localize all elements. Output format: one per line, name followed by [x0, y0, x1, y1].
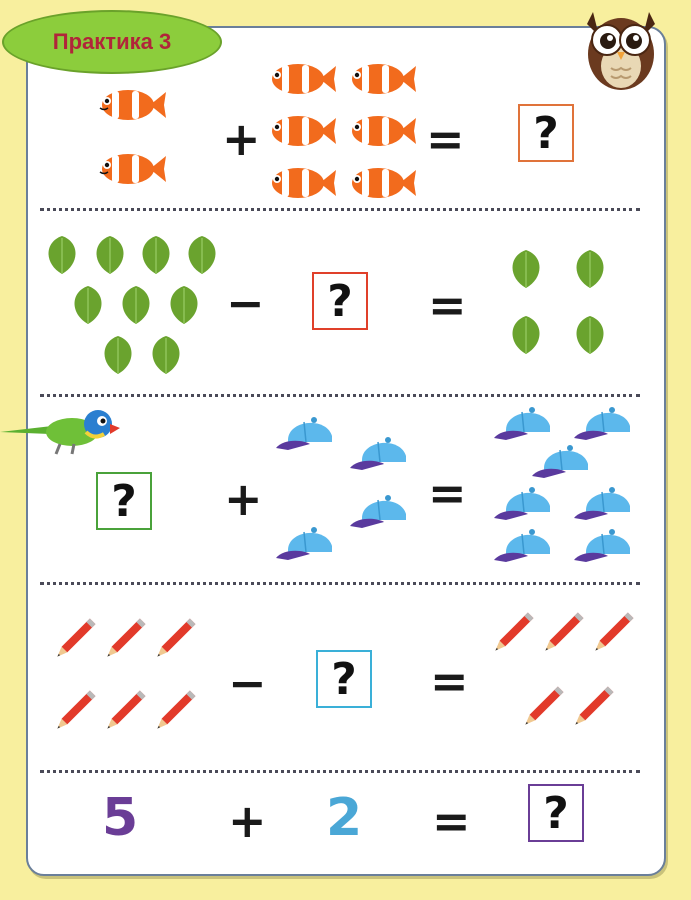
- clownfish-icon: [346, 164, 416, 202]
- clownfish-icon: [266, 164, 336, 202]
- cap-icon: [530, 442, 594, 482]
- answer-box[interactable]: ?: [528, 784, 584, 842]
- answer-box[interactable]: ?: [312, 272, 368, 330]
- minus-sign: −: [228, 656, 267, 710]
- leaf-icon: [164, 284, 204, 326]
- separator: [40, 770, 640, 773]
- cap-icon: [572, 526, 636, 566]
- cap-icon: [274, 414, 338, 454]
- equals-sign: =: [426, 112, 465, 166]
- cap-icon: [572, 484, 636, 524]
- clownfish-icon: [266, 60, 336, 98]
- practice-title: Практика 3: [2, 10, 222, 74]
- answer-box[interactable]: ?: [96, 472, 152, 530]
- clownfish-icon: [346, 60, 416, 98]
- pencil-icon: [100, 684, 150, 738]
- pencil-icon: [150, 684, 200, 738]
- pencil-icon: [588, 606, 638, 660]
- pencil-icon: [150, 612, 200, 666]
- pencil-icon: [488, 606, 538, 660]
- parrot-icon: [0, 402, 122, 460]
- owl-icon: [575, 2, 667, 94]
- pencil-icon: [518, 680, 568, 734]
- leaf-icon: [570, 314, 610, 356]
- pencil-icon: [568, 680, 618, 734]
- pencil-icon: [50, 684, 100, 738]
- leaf-icon: [68, 284, 108, 326]
- leaf-icon: [98, 334, 138, 376]
- leaf-icon: [90, 234, 130, 276]
- pencil-icon: [538, 606, 588, 660]
- clownfish-icon: [266, 112, 336, 150]
- pencil-icon: [100, 612, 150, 666]
- cap-icon: [348, 492, 412, 532]
- cap-icon: [492, 484, 556, 524]
- separator: [40, 582, 640, 585]
- leaf-icon: [146, 334, 186, 376]
- leaf-icon: [42, 234, 82, 276]
- cap-icon: [572, 404, 636, 444]
- minus-sign: −: [226, 276, 265, 330]
- equals-sign: =: [428, 278, 467, 332]
- number-two: 2: [326, 788, 363, 848]
- clownfish-icon: [96, 86, 166, 124]
- leaf-icon: [182, 234, 222, 276]
- separator: [40, 208, 640, 211]
- answer-box[interactable]: ?: [316, 650, 372, 708]
- equals-sign: =: [432, 794, 471, 848]
- plus-sign: +: [222, 112, 261, 166]
- leaf-icon: [570, 248, 610, 290]
- number-five: 5: [102, 788, 139, 848]
- equals-sign: =: [428, 466, 467, 520]
- plus-sign: +: [228, 794, 267, 848]
- pencil-icon: [50, 612, 100, 666]
- leaf-icon: [116, 284, 156, 326]
- leaf-icon: [506, 314, 546, 356]
- cap-icon: [348, 434, 412, 474]
- answer-box[interactable]: ?: [518, 104, 574, 162]
- leaf-icon: [136, 234, 176, 276]
- clownfish-icon: [96, 150, 166, 188]
- cap-icon: [274, 524, 338, 564]
- leaf-icon: [506, 248, 546, 290]
- separator: [40, 394, 640, 397]
- equals-sign: =: [430, 654, 469, 708]
- cap-icon: [492, 526, 556, 566]
- plus-sign: +: [224, 472, 263, 526]
- clownfish-icon: [346, 112, 416, 150]
- cap-icon: [492, 404, 556, 444]
